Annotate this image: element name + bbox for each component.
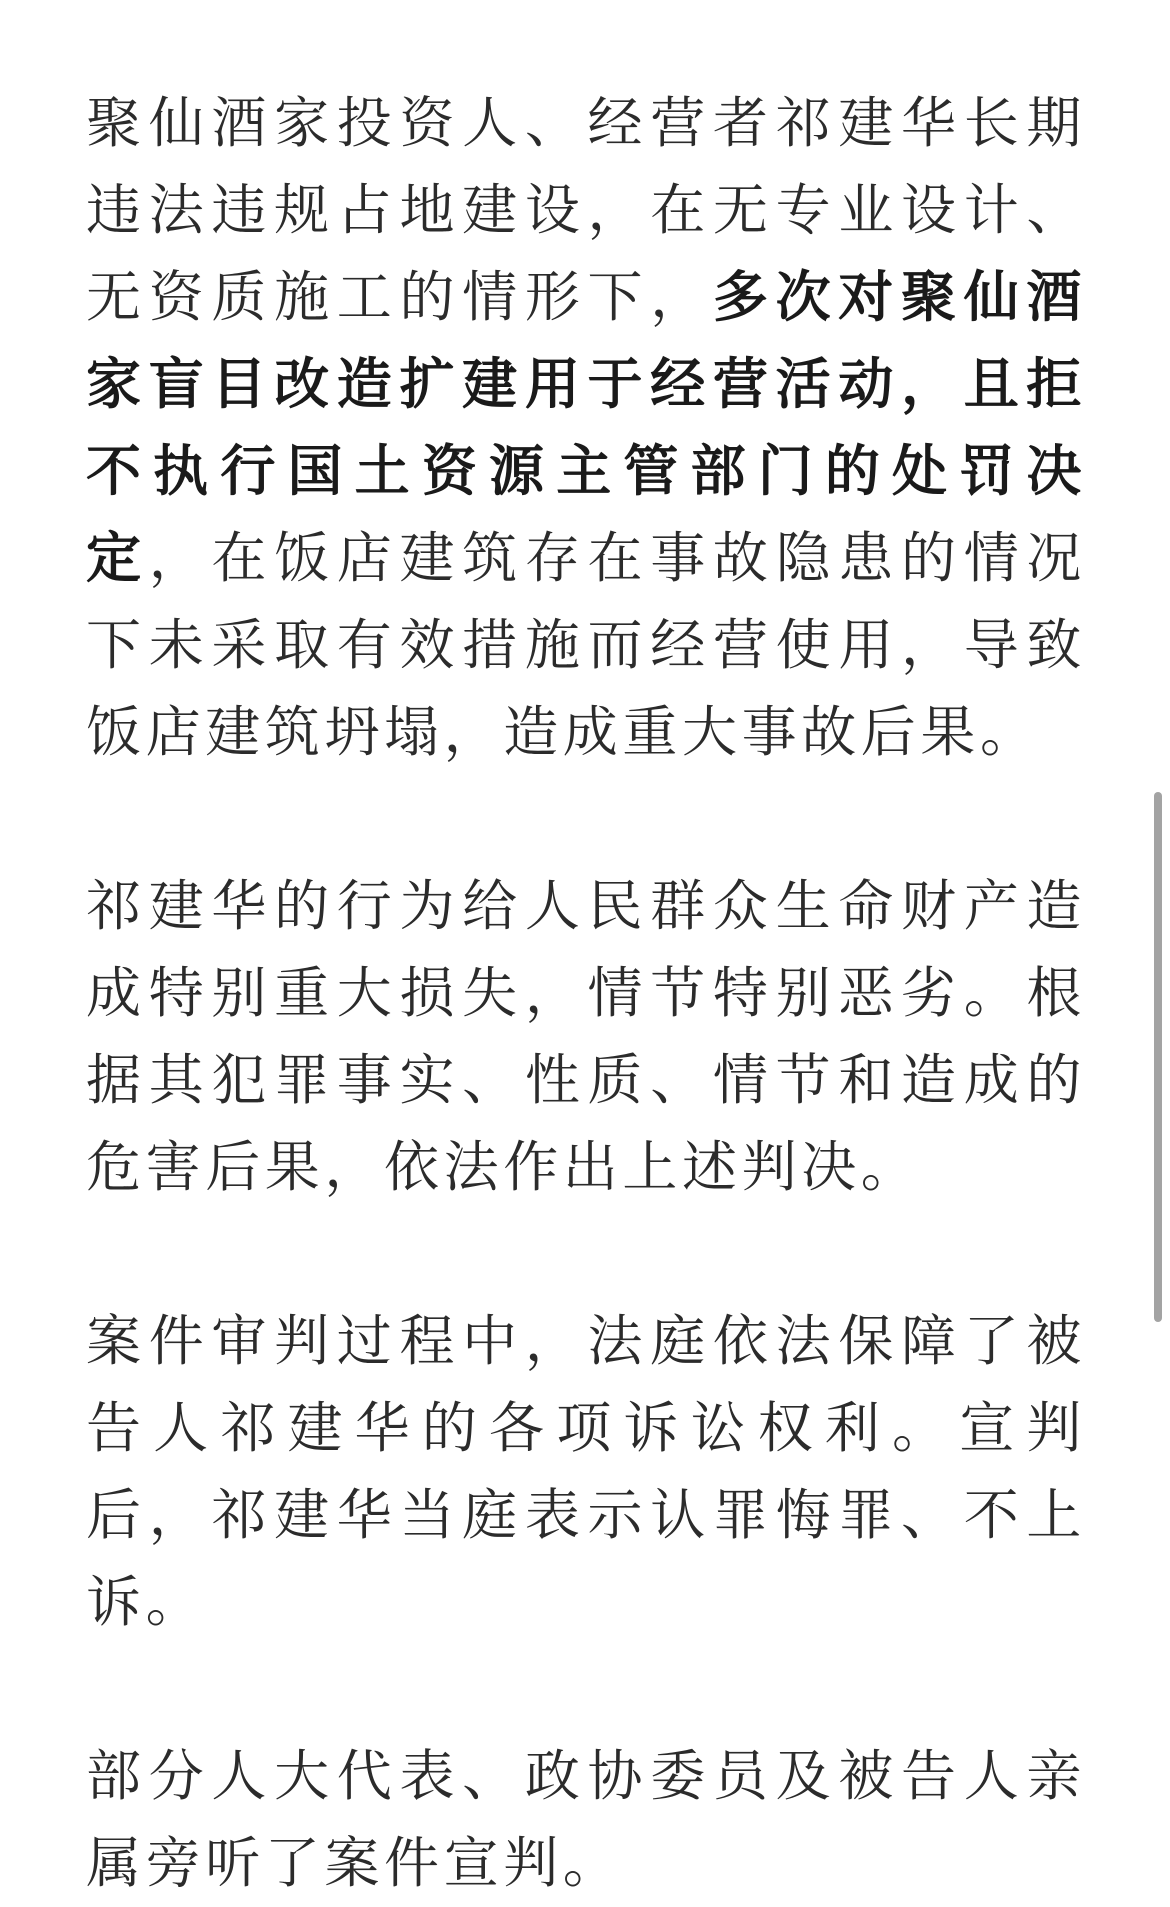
paragraph-1 bbox=[86, 80, 1086, 776]
paragraph-1-bold-text: 多次对聚仙酒家盲目改造扩建用于经营活动，且拒不执行国土资源主管部门的处罚决定 bbox=[86, 265, 1086, 590]
paragraph-1-text-end: ，在饭店建筑存在事故隐患的情况下未采取有效措施而经营使用，导致饭店建筑坍塌，造成重大事故后果。 bbox=[86, 526, 1086, 764]
paragraph-4 bbox=[86, 1733, 1086, 1907]
paragraph-3 bbox=[86, 1298, 1086, 1646]
paragraph-4-text: 部分人大代表、政协委员及被告人亲属旁听了案件宣判。 bbox=[86, 1744, 1086, 1895]
paragraph-3-text: 案件审判过程中，法庭依法保障了被告人祁建华的各项诉讼权利。宣判后，祁建华当庭表示认罪悔罪、不上诉。 bbox=[86, 1309, 1086, 1634]
scrollbar-thumb[interactable] bbox=[1154, 792, 1162, 1322]
article-body bbox=[86, 80, 1086, 1907]
paragraph-1-text: 聚仙酒家投资人、经营者祁建华长期违法违规占地建设，在无专业设计、无资质施工的情形下， bbox=[86, 91, 1086, 329]
paragraph-2-text: 祁建华的行为给人民群众生命财产造成特别重大损失，情节特别恶劣。根据其犯罪事实、性质、情节和造成的危害后果，依法作出上述判决。 bbox=[86, 874, 1086, 1199]
paragraph-2 bbox=[86, 863, 1086, 1211]
scrollbar[interactable] bbox=[1140, 0, 1170, 1866]
